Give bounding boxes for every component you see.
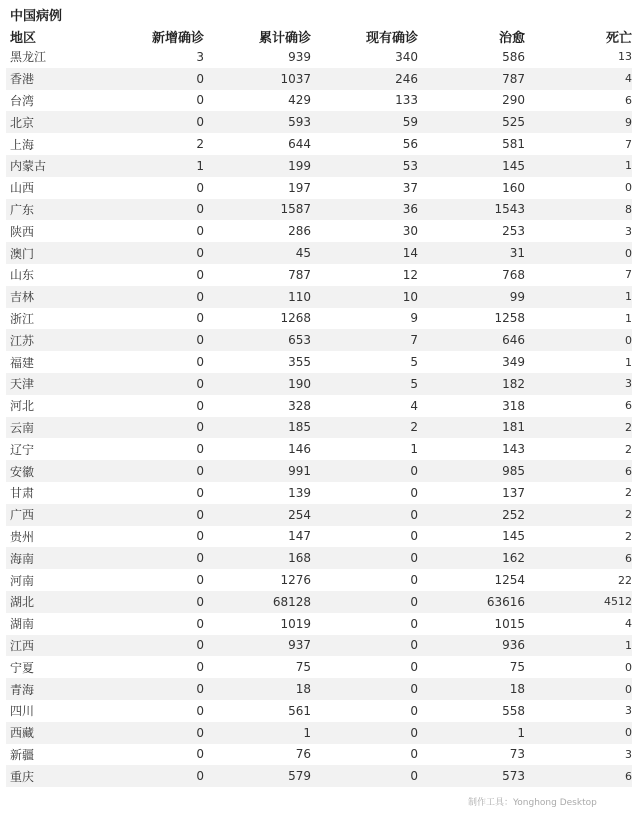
deaths-cell: 2 xyxy=(625,442,632,456)
total-confirmed-cell: 1037 xyxy=(280,71,311,86)
recovered-cell: 787 xyxy=(502,71,525,86)
current-confirmed-cell: 36 xyxy=(402,202,418,217)
table-row xyxy=(6,351,632,373)
new-confirmed-cell: 0 xyxy=(196,224,204,239)
table-row xyxy=(6,46,632,68)
total-confirmed-cell: 139 xyxy=(288,485,311,500)
current-confirmed-cell: 0 xyxy=(410,703,418,718)
region-cell: 重庆 xyxy=(10,769,35,784)
current-confirmed-cell: 1 xyxy=(410,442,418,457)
new-confirmed-cell: 0 xyxy=(196,551,204,566)
total-confirmed-cell: 254 xyxy=(288,507,311,522)
deaths-cell: 2 xyxy=(625,529,632,543)
region-cell: 香港 xyxy=(10,72,35,87)
total-confirmed-cell: 185 xyxy=(288,420,311,435)
table-row xyxy=(6,68,632,90)
total-confirmed-cell: 355 xyxy=(288,355,311,370)
deaths-cell: 3 xyxy=(625,377,632,391)
table-row xyxy=(6,460,632,482)
new-confirmed-cell: 0 xyxy=(196,616,204,631)
recovered-cell: 290 xyxy=(502,93,525,108)
region-cell: 甘肃 xyxy=(10,486,35,501)
recovered-cell: 181 xyxy=(502,420,525,435)
table-row xyxy=(6,308,632,330)
total-confirmed-cell: 1587 xyxy=(280,202,311,217)
table-row xyxy=(6,678,632,700)
recovered-cell: 573 xyxy=(502,769,525,784)
total-confirmed-cell: 146 xyxy=(288,442,311,457)
new-confirmed-cell: 0 xyxy=(196,725,204,740)
recovered-cell: 73 xyxy=(509,747,525,762)
table-row xyxy=(6,722,632,744)
deaths-cell: 1 xyxy=(625,638,632,652)
total-confirmed-cell: 561 xyxy=(288,703,311,718)
new-confirmed-cell: 0 xyxy=(196,398,204,413)
recovered-cell: 525 xyxy=(502,115,525,130)
new-confirmed-cell: 0 xyxy=(196,355,204,370)
new-confirmed-cell: 0 xyxy=(196,747,204,762)
current-confirmed-cell: 0 xyxy=(410,485,418,500)
total-confirmed-cell: 937 xyxy=(288,638,311,653)
recovered-cell: 1254 xyxy=(494,573,525,588)
deaths-cell: 4 xyxy=(625,72,632,86)
header-recovered[interactable]: 治愈 xyxy=(498,30,525,46)
recovered-cell: 145 xyxy=(502,529,525,544)
region-cell: 天津 xyxy=(10,377,35,392)
new-confirmed-cell: 0 xyxy=(196,703,204,718)
current-confirmed-cell: 12 xyxy=(402,267,418,282)
region-cell: 广西 xyxy=(10,508,35,523)
table-row xyxy=(6,329,632,351)
recovered-cell: 318 xyxy=(502,398,525,413)
total-confirmed-cell: 593 xyxy=(288,115,311,130)
region-cell: 广东 xyxy=(10,202,35,217)
table-row xyxy=(6,547,632,569)
recovered-cell: 75 xyxy=(509,660,525,675)
recovered-cell: 581 xyxy=(502,137,525,152)
table-row xyxy=(6,199,632,221)
new-confirmed-cell: 0 xyxy=(196,311,204,326)
region-cell: 澳门 xyxy=(10,246,35,261)
header-total-confirmed[interactable]: 累计确诊 xyxy=(258,30,311,46)
deaths-cell: 6 xyxy=(625,551,632,565)
current-confirmed-cell: 5 xyxy=(410,355,418,370)
region-cell: 山西 xyxy=(10,181,35,196)
total-confirmed-cell: 286 xyxy=(288,224,311,239)
new-confirmed-cell: 0 xyxy=(196,333,204,348)
region-cell: 陕西 xyxy=(10,224,35,239)
new-confirmed-cell: 0 xyxy=(196,594,204,609)
total-confirmed-cell: 644 xyxy=(288,137,311,152)
total-confirmed-cell: 110 xyxy=(288,289,311,304)
recovered-cell: 160 xyxy=(502,180,525,195)
region-cell: 河南 xyxy=(10,573,35,588)
deaths-cell: 0 xyxy=(625,726,632,740)
deaths-cell: 0 xyxy=(625,333,632,347)
total-confirmed-cell: 579 xyxy=(288,769,311,784)
region-cell: 内蒙古 xyxy=(10,159,47,174)
table-title: 中国病例 xyxy=(10,9,63,24)
deaths-cell: 1 xyxy=(625,290,632,304)
current-confirmed-cell: 0 xyxy=(410,638,418,653)
total-confirmed-cell: 787 xyxy=(288,267,311,282)
current-confirmed-cell: 53 xyxy=(402,158,418,173)
region-cell: 吉林 xyxy=(10,290,35,305)
recovered-cell: 18 xyxy=(509,682,525,696)
new-confirmed-cell: 2 xyxy=(196,137,204,152)
new-confirmed-cell: 0 xyxy=(196,529,204,544)
current-confirmed-cell: 246 xyxy=(395,71,418,86)
current-confirmed-cell: 0 xyxy=(410,682,418,696)
total-confirmed-cell: 1268 xyxy=(280,311,311,326)
table-row xyxy=(6,656,632,678)
table-row xyxy=(6,569,632,591)
deaths-cell: 2 xyxy=(625,420,632,434)
total-confirmed-cell: 1019 xyxy=(280,616,311,631)
new-confirmed-cell: 0 xyxy=(196,660,204,675)
new-confirmed-cell: 0 xyxy=(196,267,204,282)
recovered-cell: 558 xyxy=(502,703,525,718)
deaths-cell: 1 xyxy=(625,311,632,325)
recovered-cell: 63616 xyxy=(486,594,525,609)
deaths-cell: 8 xyxy=(625,202,632,216)
region-cell: 新疆 xyxy=(10,747,35,762)
current-confirmed-cell: 5 xyxy=(410,376,418,391)
new-confirmed-cell: 0 xyxy=(196,420,204,435)
header-new-confirmed[interactable]: 新增确诊 xyxy=(151,30,204,46)
current-confirmed-cell: 0 xyxy=(410,594,418,609)
table-row xyxy=(6,264,632,286)
table-row xyxy=(6,373,632,395)
total-confirmed-cell: 1 xyxy=(303,725,311,740)
new-confirmed-cell: 0 xyxy=(196,573,204,588)
deaths-cell: 0 xyxy=(625,181,632,195)
region-cell: 四川 xyxy=(10,704,35,719)
current-confirmed-cell: 0 xyxy=(410,725,418,740)
deaths-cell: 9 xyxy=(625,115,632,129)
table-body xyxy=(6,46,632,787)
current-confirmed-cell: 133 xyxy=(395,93,418,108)
recovered-cell: 253 xyxy=(502,224,525,239)
recovered-cell: 162 xyxy=(502,551,525,566)
deaths-cell: 7 xyxy=(625,268,632,282)
footer-credit: 制作工具：Yonghong Desktop xyxy=(468,798,597,808)
table-row xyxy=(6,591,632,613)
region-cell: 江西 xyxy=(10,638,35,653)
table-row xyxy=(6,526,632,548)
deaths-cell: 6 xyxy=(625,399,632,413)
table-row xyxy=(6,417,632,439)
recovered-cell: 1543 xyxy=(494,202,525,217)
total-confirmed-cell: 18 xyxy=(295,682,311,696)
recovered-cell: 31 xyxy=(509,246,525,261)
region-cell: 浙江 xyxy=(10,311,35,326)
table-row xyxy=(6,220,632,242)
deaths-cell: 1 xyxy=(625,159,632,173)
deaths-cell: 2 xyxy=(625,508,632,522)
table-row xyxy=(6,438,632,460)
new-confirmed-cell: 0 xyxy=(196,180,204,195)
region-cell: 湖南 xyxy=(10,617,35,632)
current-confirmed-cell: 37 xyxy=(402,180,418,195)
total-confirmed-cell: 75 xyxy=(295,660,311,675)
deaths-cell: 13 xyxy=(618,50,632,64)
table-row xyxy=(6,635,632,657)
table-row xyxy=(6,242,632,264)
new-confirmed-cell: 0 xyxy=(196,289,204,304)
deaths-cell: 4512 xyxy=(604,595,632,609)
region-cell: 福建 xyxy=(10,355,35,370)
new-confirmed-cell: 0 xyxy=(196,202,204,217)
total-confirmed-cell: 147 xyxy=(288,529,311,544)
new-confirmed-cell: 0 xyxy=(196,376,204,391)
region-cell: 宁夏 xyxy=(10,660,35,675)
recovered-cell: 936 xyxy=(502,638,525,653)
table-row xyxy=(6,286,632,308)
total-confirmed-cell: 68128 xyxy=(272,594,311,609)
deaths-cell: 3 xyxy=(625,704,632,718)
new-confirmed-cell: 1 xyxy=(196,158,204,173)
total-confirmed-cell: 939 xyxy=(288,49,311,64)
recovered-cell: 586 xyxy=(502,49,525,64)
current-confirmed-cell: 9 xyxy=(410,311,418,326)
total-confirmed-cell: 190 xyxy=(288,376,311,391)
header-current-confirmed[interactable]: 现有确诊 xyxy=(365,30,418,46)
new-confirmed-cell: 0 xyxy=(196,638,204,653)
region-cell: 江苏 xyxy=(10,333,35,348)
region-cell: 安徽 xyxy=(10,464,35,479)
current-confirmed-cell: 0 xyxy=(410,747,418,762)
deaths-cell: 6 xyxy=(625,769,632,783)
deaths-cell: 0 xyxy=(625,246,632,260)
region-cell: 湖北 xyxy=(10,595,35,610)
recovered-cell: 252 xyxy=(502,507,525,522)
total-confirmed-cell: 199 xyxy=(288,158,311,173)
deaths-cell: 3 xyxy=(625,224,632,238)
total-confirmed-cell: 1276 xyxy=(280,573,311,588)
header-region[interactable]: 地区 xyxy=(10,30,37,46)
total-confirmed-cell: 653 xyxy=(288,333,311,348)
recovered-cell: 646 xyxy=(502,333,525,348)
current-confirmed-cell: 0 xyxy=(410,660,418,675)
new-confirmed-cell: 0 xyxy=(196,507,204,522)
recovered-cell: 985 xyxy=(502,464,525,479)
table-header xyxy=(6,26,632,46)
new-confirmed-cell: 0 xyxy=(196,93,204,108)
current-confirmed-cell: 56 xyxy=(402,137,418,152)
current-confirmed-cell: 0 xyxy=(410,507,418,522)
new-confirmed-cell: 3 xyxy=(196,49,204,64)
new-confirmed-cell: 0 xyxy=(196,485,204,500)
total-confirmed-cell: 168 xyxy=(288,551,311,566)
recovered-cell: 1 xyxy=(517,725,525,740)
table-row xyxy=(6,482,632,504)
total-confirmed-cell: 45 xyxy=(295,246,311,261)
table-row xyxy=(6,177,632,199)
recovered-cell: 143 xyxy=(502,442,525,457)
current-confirmed-cell: 10 xyxy=(402,289,418,304)
table-row xyxy=(6,111,632,133)
total-confirmed-cell: 76 xyxy=(295,747,311,762)
new-confirmed-cell: 0 xyxy=(196,464,204,479)
current-confirmed-cell: 340 xyxy=(395,49,418,64)
new-confirmed-cell: 0 xyxy=(196,71,204,86)
region-cell: 北京 xyxy=(10,115,35,130)
current-confirmed-cell: 0 xyxy=(410,464,418,479)
total-confirmed-cell: 991 xyxy=(288,464,311,479)
table-row xyxy=(6,744,632,766)
table-row xyxy=(6,700,632,722)
current-confirmed-cell: 30 xyxy=(402,224,418,239)
new-confirmed-cell: 0 xyxy=(196,115,204,130)
deaths-cell: 22 xyxy=(618,573,632,587)
current-confirmed-cell: 59 xyxy=(402,115,418,130)
current-confirmed-cell: 2 xyxy=(410,420,418,435)
region-cell: 台湾 xyxy=(10,93,35,108)
new-confirmed-cell: 0 xyxy=(196,769,204,784)
region-cell: 山东 xyxy=(10,268,35,283)
region-cell: 云南 xyxy=(10,420,35,435)
region-cell: 海南 xyxy=(10,551,35,566)
new-confirmed-cell: 0 xyxy=(196,682,204,696)
recovered-cell: 137 xyxy=(502,485,525,500)
region-cell: 河北 xyxy=(10,399,35,414)
recovered-cell: 99 xyxy=(509,289,525,304)
recovered-cell: 1258 xyxy=(494,311,525,326)
region-cell: 贵州 xyxy=(10,529,35,544)
table-row xyxy=(6,613,632,635)
deaths-cell: 0 xyxy=(625,660,632,674)
region-cell: 西藏 xyxy=(10,726,35,741)
header-deaths[interactable]: 死亡 xyxy=(605,30,632,46)
deaths-cell: 0 xyxy=(625,682,632,696)
current-confirmed-cell: 0 xyxy=(410,769,418,784)
deaths-cell: 7 xyxy=(625,137,632,151)
current-confirmed-cell: 0 xyxy=(410,616,418,631)
deaths-cell: 2 xyxy=(625,486,632,500)
region-cell: 上海 xyxy=(10,137,35,152)
recovered-cell: 349 xyxy=(502,355,525,370)
deaths-cell: 4 xyxy=(625,617,632,631)
region-cell: 青海 xyxy=(10,682,35,697)
recovered-cell: 768 xyxy=(502,267,525,282)
cases-table xyxy=(6,26,632,787)
region-cell: 辽宁 xyxy=(10,442,35,457)
deaths-cell: 6 xyxy=(625,93,632,107)
current-confirmed-cell: 4 xyxy=(410,398,418,413)
current-confirmed-cell: 0 xyxy=(410,551,418,566)
recovered-cell: 182 xyxy=(502,376,525,391)
table-row xyxy=(6,90,632,112)
table-row xyxy=(6,133,632,155)
total-confirmed-cell: 429 xyxy=(288,93,311,108)
deaths-cell: 3 xyxy=(625,747,632,761)
current-confirmed-cell: 0 xyxy=(410,529,418,544)
new-confirmed-cell: 0 xyxy=(196,246,204,261)
table-row xyxy=(6,155,632,177)
recovered-cell: 1015 xyxy=(494,616,525,631)
current-confirmed-cell: 14 xyxy=(402,246,418,261)
table-row xyxy=(6,765,632,787)
current-confirmed-cell: 7 xyxy=(410,333,418,348)
current-confirmed-cell: 0 xyxy=(410,573,418,588)
region-cell: 黑龙江 xyxy=(10,50,47,65)
deaths-cell: 1 xyxy=(625,355,632,369)
new-confirmed-cell: 0 xyxy=(196,442,204,457)
deaths-cell: 6 xyxy=(625,464,632,478)
table-row xyxy=(6,395,632,417)
total-confirmed-cell: 197 xyxy=(288,180,311,195)
total-confirmed-cell: 328 xyxy=(288,398,311,413)
recovered-cell: 145 xyxy=(502,158,525,173)
table-row xyxy=(6,504,632,526)
